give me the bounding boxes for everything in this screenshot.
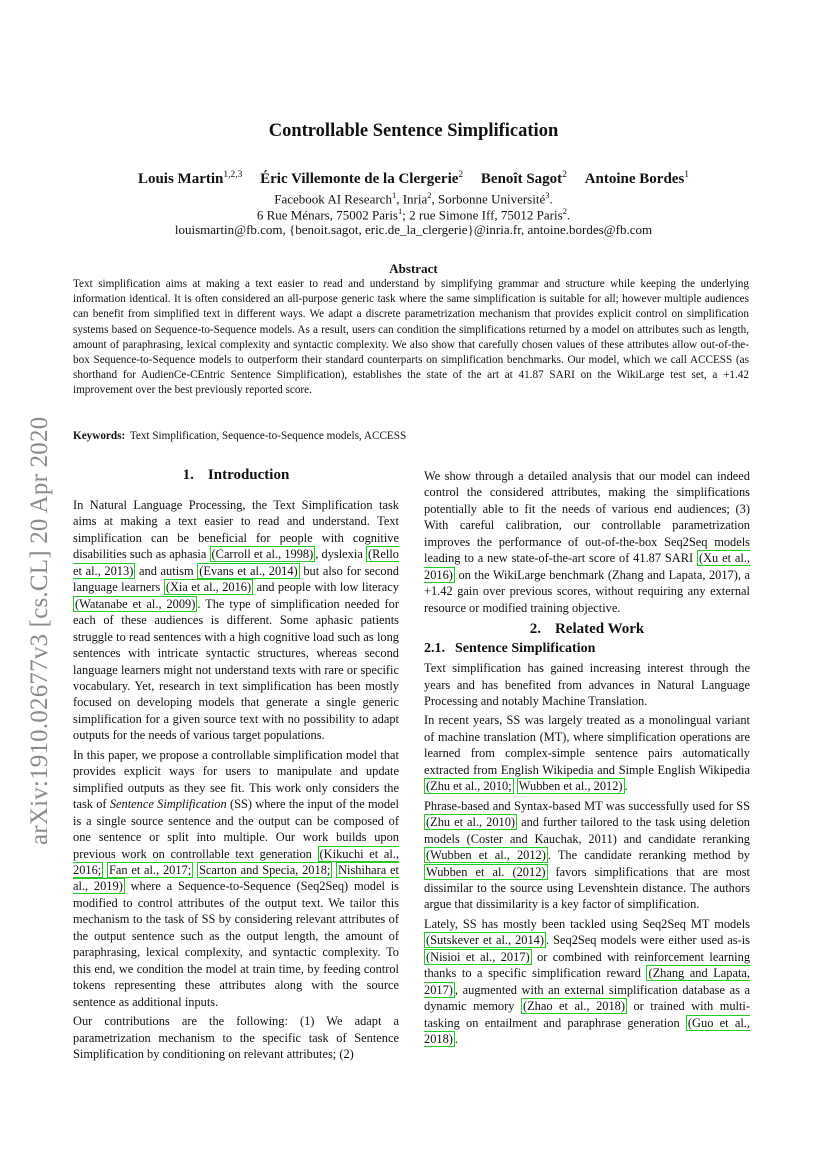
citation-link[interactable]: (Rello et al., 2013) xyxy=(73,547,399,578)
keywords: Keywords: Text Simplification, Sequence-to-Sequence models, ACCESS xyxy=(73,430,407,442)
citation-link[interactable]: (Zhao et al., 2018) xyxy=(522,999,625,1014)
affiliations-line: Facebook AI Research$^1$, Inria$^2$, Sorbonne Université$^3$. xyxy=(274,190,553,207)
citation-link[interactable]: (Zhu et al., 2010) xyxy=(426,815,516,830)
citation-link[interactable]: (Wubben et al., 2012) xyxy=(426,848,546,863)
paragraph: In this paper, we propose a controllable simplification model that provides explicit ways for users to manipulate and update simplified outputs as they see fit. This work only considers the task of Sentence Simplification (SS) where the input of the model is a single source sentence and the output can be composed of one sentence or split into multiple. Our work builds upon previous work on controllable text generation (Kikuchi et al., 2016; Fan et al., 2017; Scarton and Specia, 2018; Nishihara et al., 2019) where a Sequence-to-Sequence (Seq2Seq) model is modified to control attributes of the output text. We tailor this mechanism to the task of SS by considering relevant attributes of the output sentence such as the output length, the amount of paraphrasing, lexical complexity, and syntactic complexity. To this end, we condition the model at train time, by feeding control tokens representing these attributes along with the source sentence as additional inputs. xyxy=(73,747,399,1009)
paragraph: Our contributions are the following: (1) We adapt a parametrization mechanism to the specific task of Sentence Simplification by conditioning on relevant attributes; (2) xyxy=(73,1014,399,1061)
author: Antoine Bordes$^1$ xyxy=(584,170,690,187)
address-line: 6 Rue Ménars, 75002 Paris$^1$; 2 rue Simone Iff, 75012 Paris$^2$. xyxy=(256,206,571,223)
paragraph: Text simplification has gained increasing interest through the years and has benefited from advances in Natural Language Processing and notably Machine Translation. xyxy=(424,661,750,708)
citation-link[interactable]: Scarton and Specia, 2018; xyxy=(198,862,331,877)
subsection-heading: 2.1. Sentence Simplification xyxy=(424,641,596,657)
paragraph: Phrase-based and Syntax-based MT was successfully used for SS (Zhu et al., 2010) and further tailored to the task using deletion models (Coster and Kauchak, 2011) and candidate reranking (Wubben et al., 2012) . The candidate reranking method by Wubben et al. (2012) favors simplifications that are most dissimilar to the source using Levenshtein distance. The authors argue that dissimilarity is a key factor of simplification. xyxy=(424,798,750,912)
arxiv-stamp: arXiv:1910.02677v3 [cs.CL] 20 Apr 2020 xyxy=(26,416,53,845)
citation-link[interactable]: (Sutskever et al., 2014) xyxy=(426,933,544,948)
citation-link[interactable]: (Zhu et al., 2010; xyxy=(426,779,512,794)
citation-link[interactable]: (Watanabe et al., 2009) xyxy=(75,596,196,611)
abstract-text: Text simplification aims at making a text easier to read and understand by simplifying grammar and structure while keeping the underlying information identical. It is often considered an all-purpose generic task where the same simplification is suitable for all; however multiple audiences can benefit from simplified text in different ways. We adapt a discrete parametrization mechanism that provides explicit control on simplification systems based on Sequence-to-Sequence models. As a result, users can condition the simplifications returned by a model on attributes such as length, amount of paraphrasing, lexical complexity and syntactic complexity. We also show that carefully chosen values of these attributes allow out-of-the-box Sequence-to-Sequence models to outperform their standard counterparts on simplification benchmarks. Our model, which we call ACCESS (as shorthand for AudienCe-CEntric Sentence Simplification), establishes the state of the art at 41.87 SARI on the WikiLarge test set, a +1.42 improvement over the best previously reported score. xyxy=(73,278,749,397)
citation-link[interactable]: (Xu et al., 2016) xyxy=(424,551,750,582)
citation-link[interactable]: (Xia et al., 2016) xyxy=(165,580,252,595)
abstract-heading: Abstract xyxy=(389,261,438,276)
section-heading: 1. Introduction xyxy=(182,467,290,483)
citation-link[interactable]: (Guo et al., 2018) xyxy=(424,1015,750,1047)
citation-link[interactable]: Fan et al., 2017; xyxy=(109,862,192,877)
author: Benoît Sagot$^2$ xyxy=(480,170,567,187)
paragraph: In recent years, SS was largely treated as a monolingual variant of machine translation (MT), where simplification operations are learned from complex-simple sentence pairs automatically extracted from English Wikipedia and Simple English Wikipedia (Zhu et al., 2010; Wubben et al., 2012) . xyxy=(424,713,750,794)
left-column xyxy=(73,466,399,1065)
section-heading: 2. Related Work xyxy=(529,621,645,638)
citation-link[interactable]: Nishihara et al., 2019) xyxy=(73,862,399,894)
citation-link[interactable]: (Carroll et al., 1998) xyxy=(211,547,314,562)
citation-link[interactable]: (Zhang and Lapata, 2017) xyxy=(424,966,750,997)
citation-link[interactable]: (Kikuchi et al., 2016; xyxy=(73,846,399,877)
paragraph: In Natural Language Processing, the Text Simplification task aims at making a text easier to read and understand. Text simplification can be beneficial for people with cognitive disabilities such as aphasia (Carroll et al., 1998) , dyslexia (Rello et al., 2013) and autism (Evans et al., 2014) but also for second language learners (Xia et al., 2016) and people with low literacy (Watanabe et al., 2009) . The type of simplification needed for each of these audiences is different. Some aphasic patients struggle to read sentences with a high cognitive load such as long sentences with intricate syntactic structures, whereas second language learners might not understand texts with rare or specific vocabulary. Yet, research in text simplification has been mostly focused on developing models that generate a single generic simplification for a given source text with no possibility to adapt outputs for the needs of various target populations. xyxy=(73,498,400,743)
paragraph: We show through a detailed analysis that our model can indeed control the considered attributes, making the simplifications potentially able to fit the needs of various end audiences; (3) With careful calibration, our controllable parametrization improves the performance of out-of-the-box Seq2Seq models leading to a new state-of-the-art score of 41.87 SARI (Xu et al., 2016) on the WikiLarge benchmark (Zhang and Lapata, 2017), a +1.42 gain over previous scores, without requiring any external resource or modified training objective. xyxy=(424,469,750,615)
author-list xyxy=(0,170,827,188)
email-line: louismartin@fb.com, {benoit.sagot, eric.de_la_clergerie}@inria.fr, antoine.bordes@fb.com xyxy=(174,222,653,237)
paper-title: Controllable Sentence Simplification xyxy=(268,121,559,141)
citation-link[interactable]: Wubben et al., 2012) xyxy=(518,779,623,794)
citation-link[interactable]: Wubben et al. (2012) xyxy=(426,864,546,879)
right-column xyxy=(424,468,750,1051)
paragraph: Lately, SS has mostly been tackled using Seq2Seq MT models (Sutskever et al., 2014) . Seq2Seq models were either used as-is (Nisioi et al., 2017) or combined with reinforcement learning thanks to a specific simplification reward (Zhang and Lapata, 2017) , augmented with an external simplification database as a dynamic memory (Zhao et al., 2018) or trained with multi-tasking on entailment and paraphrase generation (Guo et al., 2018) . xyxy=(424,916,751,1047)
author: Éric Villemonte de la Clergerie$^2$ xyxy=(260,170,464,187)
citation-link[interactable]: (Nisioi et al., 2017) xyxy=(426,949,530,964)
author: Louis Martin$^{1,2,3}$ xyxy=(137,170,243,187)
citation-link[interactable]: (Evans et al., 2014) xyxy=(199,563,298,578)
